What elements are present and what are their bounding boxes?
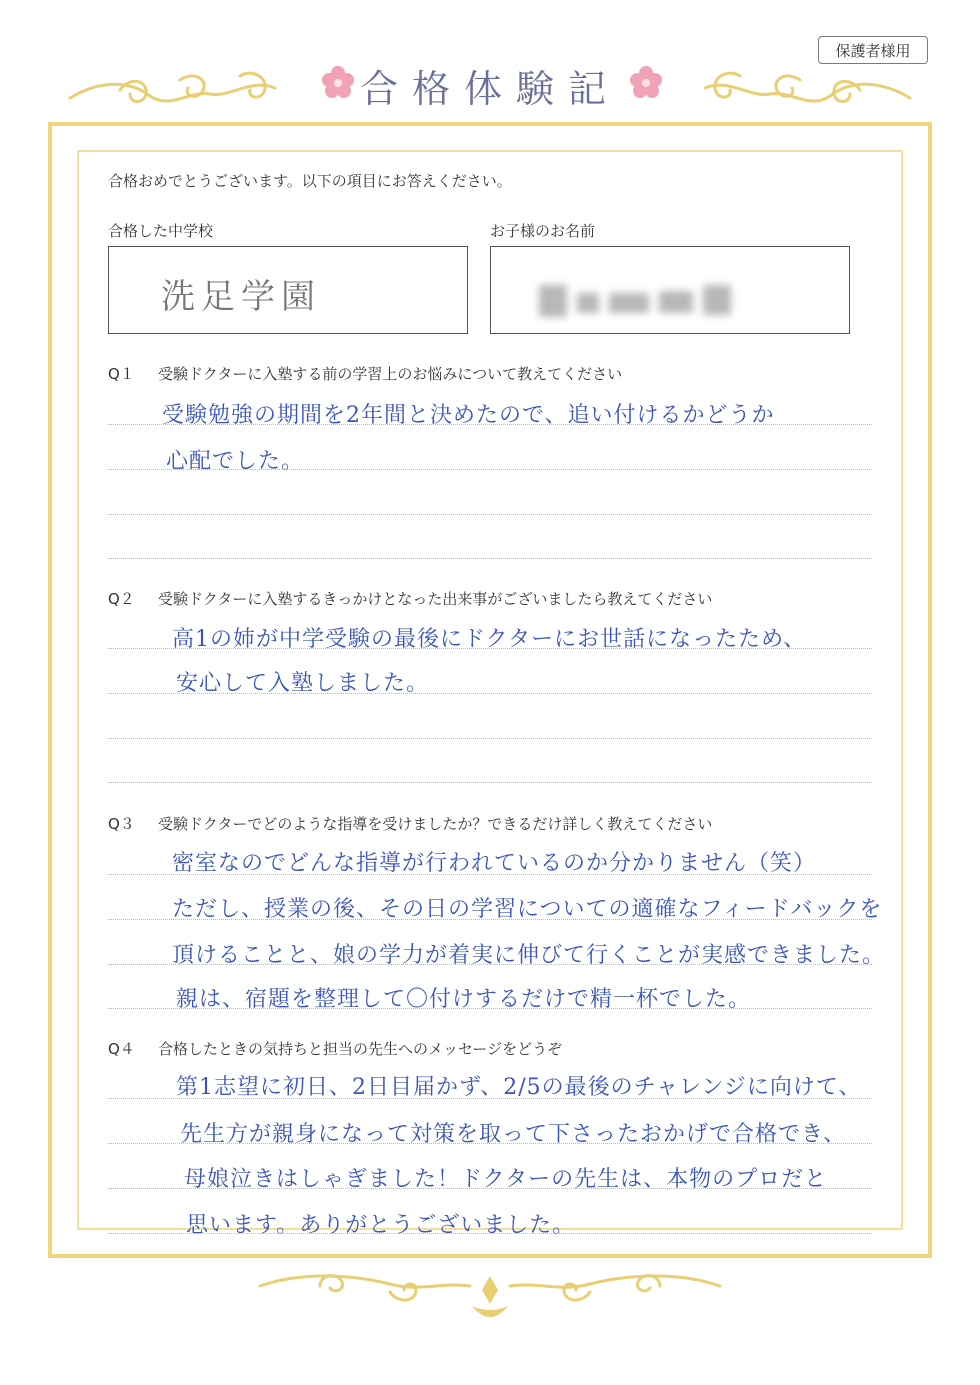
answer-rule: [108, 469, 872, 470]
name-box: [490, 246, 850, 334]
q1-answer-line: 受験勉強の期間を2年間と決めたので、追い付けるかどうか: [162, 403, 775, 428]
page-title: 合格体験記: [359, 67, 620, 111]
q1-answer-line: 心配でした。: [166, 449, 305, 474]
answer-rule: [108, 1008, 872, 1009]
q4-answer-line: 母娘泣きはしゃぎました！ドクターの先生は、本物のプロだと: [184, 1167, 828, 1192]
q2-answer-line: 安心して入塾しました。: [176, 671, 430, 696]
school-value: 洗足学園: [161, 277, 321, 317]
q2-answer-line: 高1の姉が中学受験の最後にドクターにお世話になったため、: [172, 627, 807, 652]
answer-rule: [108, 964, 872, 965]
answer-rule: [108, 782, 872, 783]
answer-rule: [108, 919, 872, 920]
answer-rule: [108, 738, 872, 739]
q4-answer-line: 先生方が親身になって対策を取って下さったおかげで合格でき、: [180, 1122, 847, 1147]
q4-question: 合格したときの気持ちと担当の先生へのメッセージをどうぞ: [158, 1040, 563, 1058]
name-label: お子様のお名前: [490, 222, 596, 240]
school-box: [108, 246, 468, 334]
q3-number: Q３: [108, 815, 135, 833]
answer-rule: [108, 648, 872, 649]
answer-rule: [108, 1233, 872, 1234]
q3-answer-line: ただし、授業の後、その日の学習についての適確なフィードバックを: [172, 897, 883, 922]
q3-question: 受験ドクターでどのような指導を受けましたか？できるだけ詳しく教えてください: [158, 815, 713, 833]
school-label: 合格した中学校: [108, 222, 214, 240]
q4-number: Q４: [108, 1040, 135, 1058]
q4-answer-line: 第1志望に初日、2日目届かず、2/5の最後のチャレンジに向けて、: [176, 1075, 862, 1100]
answer-rule: [108, 514, 872, 515]
answer-rule: [108, 874, 872, 875]
intro-text: 合格おめでとうございます。以下の項目にお答えください。: [108, 172, 512, 190]
bottom-scroll-ornament: [240, 1262, 740, 1332]
answer-rule: [108, 424, 872, 425]
audience-tag: 保護者様用: [818, 36, 928, 64]
answer-rule: [108, 1143, 872, 1144]
q2-number: Q２: [108, 590, 135, 608]
answer-rule: [108, 1098, 872, 1099]
answer-rule: [108, 558, 872, 559]
answer-rule: [108, 693, 872, 694]
q3-answer-line: 密室なのでどんな指導が行われているのか分かりません（笑）: [172, 851, 817, 876]
redacted-name: [539, 285, 739, 321]
answer-rule: [108, 1188, 872, 1189]
q4-answer-line: 思います。ありがとうございました。: [186, 1213, 576, 1238]
q1-number: Q１: [108, 365, 135, 383]
q3-answer-line: 親は、宿題を整理して〇付けするだけで精一杯でした。: [176, 987, 752, 1012]
q2-question: 受験ドクターに入塾するきっかけとなった出来事がございましたら教えてください: [158, 590, 713, 608]
q3-answer-line: 頂けることと、娘の学力が着実に伸びて行くことが実感できました。: [172, 943, 886, 968]
q1-question: 受験ドクターに入塾する前の学習上のお悩みについて教えてください: [158, 365, 623, 383]
